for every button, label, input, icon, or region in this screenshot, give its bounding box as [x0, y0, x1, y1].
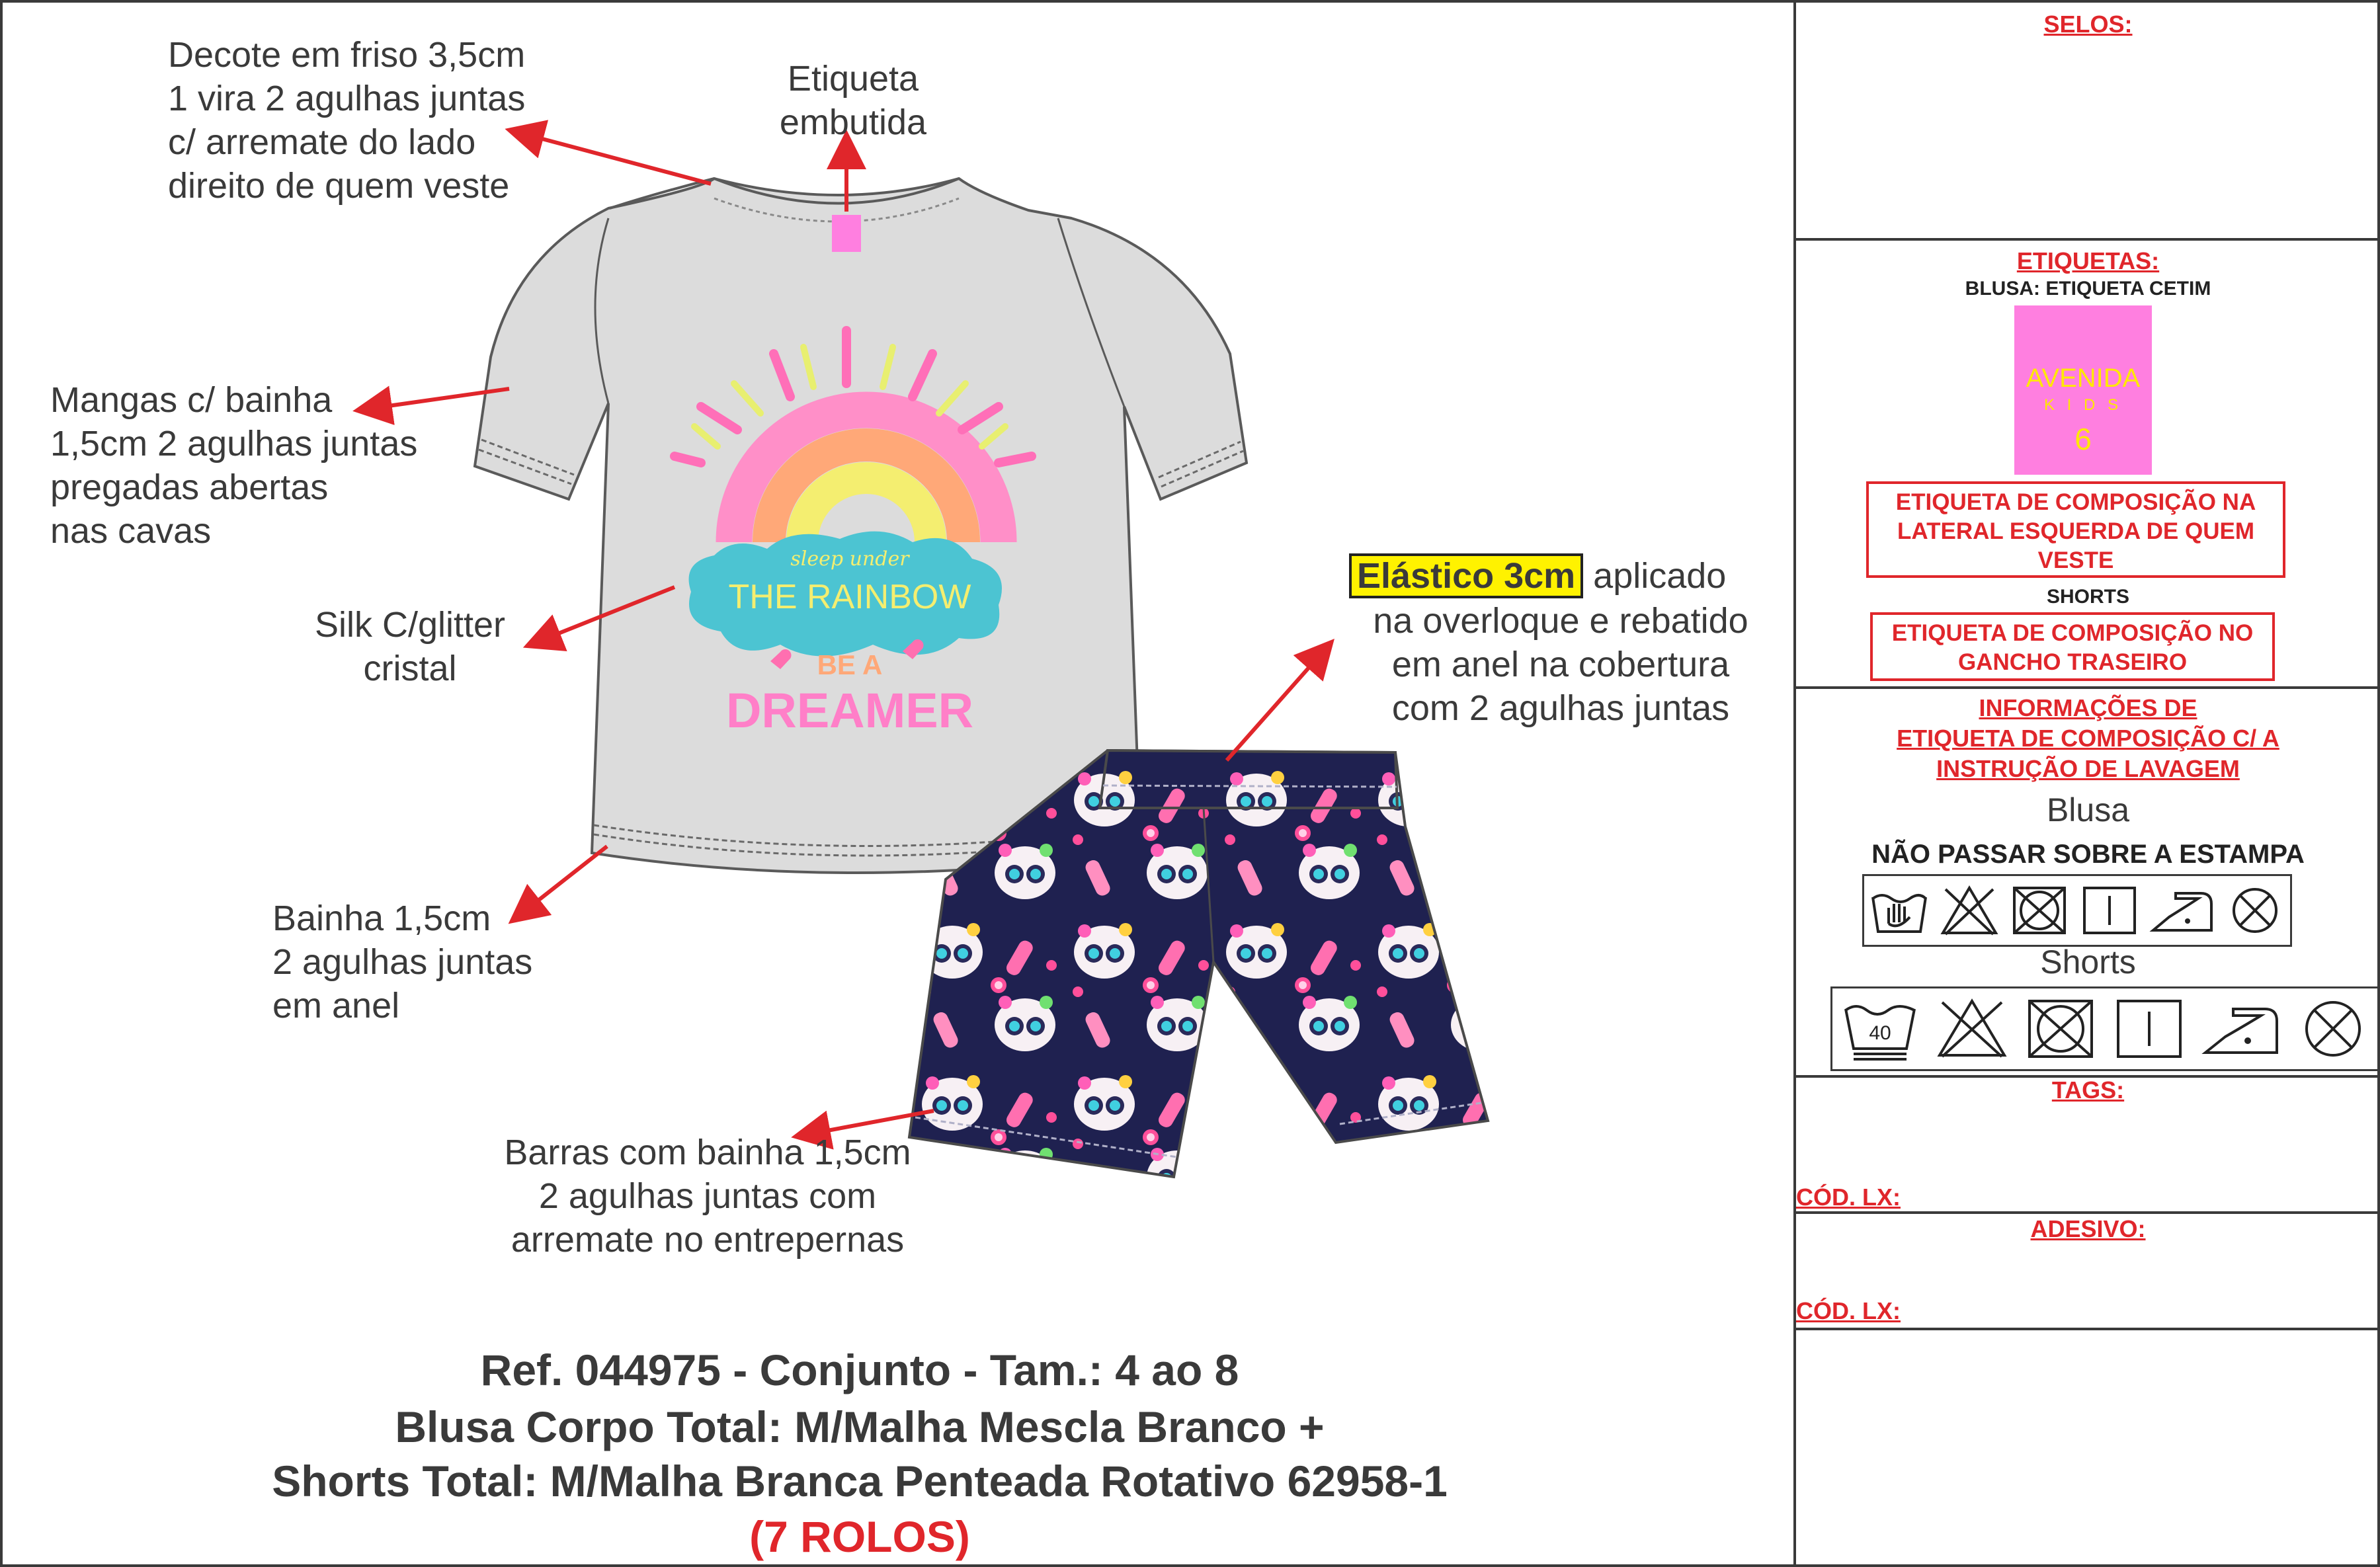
no-dry-clean-icon — [2297, 997, 2369, 1061]
reference-line-rolos: (7 ROLOS) — [749, 1512, 970, 1561]
annotation-elastico — [1349, 554, 1726, 598]
composicao-blusa-box: ETIQUETA DE COMPOSIÇÃO NA LATERAL ESQUERDA DE QUEM VESTE — [1866, 481, 2285, 578]
line-dry-icon — [2079, 884, 2140, 937]
shorts-label: SHORTS — [2046, 586, 2129, 608]
informacoes-title: INFORMAÇÕES DE ETIQUETA DE COMPOSIÇÃO C/ A INSTRUÇÃO DE LAVAGEM — [1897, 694, 2279, 782]
elastico-highlight: Elástico 3cm — [1349, 553, 1583, 598]
brand-tag-size: 6 — [2074, 422, 2092, 456]
annotation-bainha: Bainha 1,5cm 2 agulhas juntas em anel — [272, 899, 533, 1025]
no-bleach-icon — [1936, 997, 2008, 1061]
reference-line-2: Blusa Corpo Total: M/Malha Mescla Branco + — [395, 1402, 1325, 1451]
annotation-elastico-cont: na overloque e rebatido em anel na cobertura com 2 agulhas juntas — [1373, 601, 1748, 728]
brand-tag — [2014, 305, 2152, 475]
sidebar-divider-5 — [1793, 1328, 2380, 1330]
brand-tag-sub: K I D S — [2043, 396, 2123, 414]
composicao-shorts-box: ETIQUETA DE COMPOSIÇÃO NO GANCHO TRASEIRO — [1870, 612, 2275, 681]
wash-temp-label: 40 — [1869, 1022, 1891, 1044]
blusa-care-title: Blusa — [2046, 791, 2130, 828]
print-text-sleep-under: sleep under — [790, 547, 909, 571]
iron-low-icon — [2201, 997, 2281, 1061]
selos-title: SELOS: — [2043, 11, 2133, 38]
annotation-mangas: Mangas c/ bainha 1,5cm 2 agulhas juntas pregadas abertas nas cavas — [50, 380, 418, 551]
annotation-etiqueta-embutida: Etiqueta embutida — [779, 59, 927, 142]
blusa-etiqueta-label: BLUSA: ETIQUETA CETIM — [1965, 278, 2211, 300]
line-dry-icon — [2113, 997, 2186, 1061]
shorts-care-title: Shorts — [2040, 944, 2136, 981]
sidebar-divider-1 — [1793, 238, 2380, 241]
neck-label-icon — [832, 215, 861, 252]
no-bleach-icon — [1939, 884, 2000, 937]
reference-line-3: Shorts Total: M/Malha Branca Penteada Rotativo 62958-1 — [272, 1457, 1448, 1506]
print-text-rainbow: THE RAINBOW — [728, 578, 971, 616]
reference-line-1: Ref. 044975 - Conjunto - Tam.: 4 ao 8 — [480, 1346, 1239, 1394]
adesivo-title: ADESIVO: — [2030, 1215, 2146, 1242]
print-text-be-a: BE A — [817, 649, 883, 680]
sidebar-divider-2 — [1793, 686, 2380, 689]
blusa-care-symbols — [1862, 874, 2292, 947]
no-dry-clean-icon — [2225, 884, 2285, 937]
iron-low-icon — [2149, 884, 2215, 937]
print-text-dreamer: DREAMER — [725, 683, 974, 738]
annotation-decote: Decote em friso 3,5cm 1 vira 2 agulhas juntas c/ arremate do lado direito de quem veste — [168, 35, 526, 206]
no-tumble-dry-icon — [2009, 884, 2070, 937]
hand-wash-icon — [1869, 884, 1930, 937]
elastico-rest-1: aplicado — [1583, 556, 1727, 596]
no-tumble-dry-icon — [2024, 997, 2097, 1061]
cod-lx-adesivo: CÓD. LX: — [1796, 1297, 1901, 1324]
brand-tag-name: AVENIDA — [2026, 364, 2141, 393]
tags-title: TAGS: — [2051, 1076, 2125, 1104]
cod-lx-tags: CÓD. LX: — [1796, 1184, 1901, 1211]
etiquetas-title: ETIQUETAS: — [2016, 247, 2160, 274]
shorts-care-symbols — [1830, 986, 2379, 1071]
annotation-barras: Barras com bainha 1,5cm 2 agulhas juntas com arremate no entrepernas — [504, 1133, 911, 1260]
wash-40-icon — [1840, 996, 1920, 1062]
nao-passar-warning: NÃO PASSAR SOBRE A ESTAMPA — [1871, 840, 2305, 869]
annotation-silk: Silk C/glitter cristal — [314, 605, 506, 688]
